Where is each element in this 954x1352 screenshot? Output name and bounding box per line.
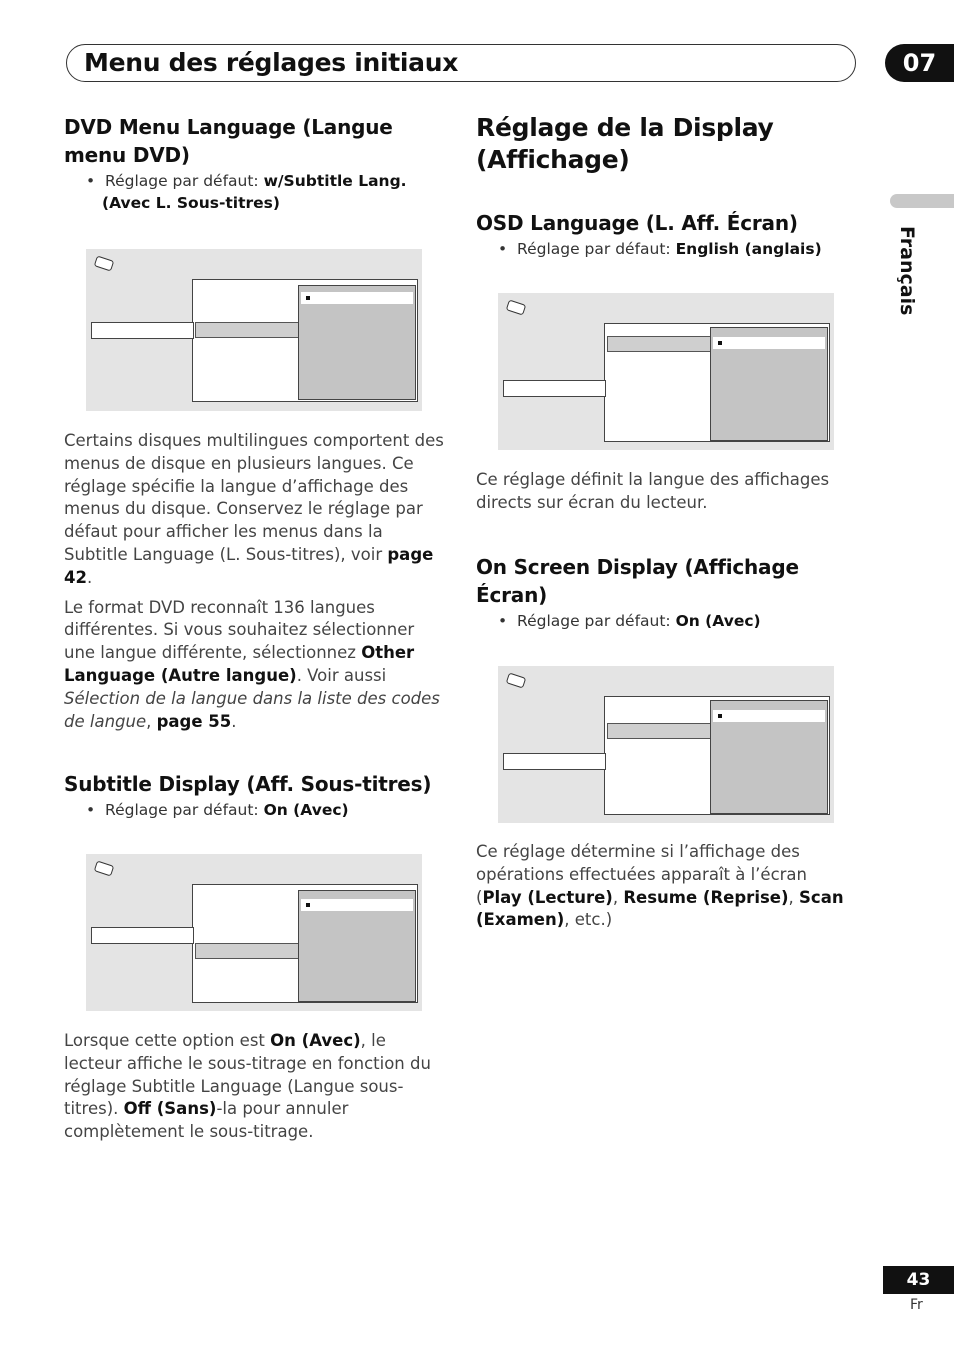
disc-icon bbox=[506, 299, 527, 315]
menu-screen-illustration bbox=[498, 666, 834, 823]
paragraph: Le format DVD reconnaît 136 langues différentes. Si vous souhaitez sélectionner une langue différente, sélectionnez Other Language (Autre langue). Voir aussi Sélection de la langue dans la liste des codes de langue, page 55. bbox=[64, 597, 440, 731]
option-marker bbox=[306, 903, 310, 907]
body-text bbox=[64, 430, 446, 733]
default-setting: • Réglage par défaut: On (Avec) bbox=[86, 801, 349, 819]
menu-tab bbox=[91, 322, 194, 339]
paragraph: Lorsque cette option est On (Avec), le lecteur affiche le sous-titrage en fonction du réglage Subtitle Language (Langue sous-titres). Off (Sans)-la pour annuler complètement le sous-titrage. bbox=[64, 1031, 431, 1142]
section-display-settings bbox=[476, 112, 836, 176]
section-osd-language bbox=[476, 209, 846, 260]
option-marker bbox=[718, 714, 722, 718]
paragraph: Ce réglage détermine si l’affichage des opérations effectuées apparaît à l’écran (Play (Lecture), Resume (Reprise), Scan (Examen), etc.) bbox=[476, 842, 844, 930]
default-value: On (Avec) bbox=[675, 612, 761, 630]
default-value: On (Avec) bbox=[263, 801, 349, 819]
submenu bbox=[710, 327, 828, 441]
section-heading: Subtitle Display (Aff. Sous-titres) bbox=[64, 772, 432, 796]
submenu bbox=[298, 285, 416, 400]
default-setting: • Réglage par défaut: On (Avec) bbox=[498, 612, 761, 630]
menu-tab bbox=[503, 380, 606, 397]
default-setting: • Réglage par défaut: w/Subtitle Lang. (Avec L. Sous-titres) bbox=[86, 172, 407, 212]
page-number: 43 bbox=[883, 1266, 954, 1294]
section-subtitle-display bbox=[64, 770, 444, 821]
option-marker bbox=[718, 341, 722, 345]
section-heading: On Screen Display (Affichage Écran) bbox=[476, 555, 799, 607]
section-heading: DVD Menu Language (Langue menu DVD) bbox=[64, 115, 393, 167]
default-value: w/Subtitle Lang. (Avec L. Sous-titres) bbox=[102, 172, 407, 212]
submenu-option bbox=[301, 292, 413, 304]
disc-icon bbox=[94, 860, 115, 876]
menu-item-selected bbox=[195, 322, 301, 338]
body-text bbox=[476, 841, 846, 932]
default-setting: • Réglage par défaut: English (anglais) bbox=[498, 240, 822, 258]
submenu bbox=[298, 890, 416, 1002]
chapter-badge: 07 bbox=[885, 44, 954, 82]
menu-screen-illustration bbox=[498, 293, 834, 450]
page-title: Menu des réglages initiaux bbox=[84, 48, 459, 77]
menu-tab bbox=[503, 753, 606, 770]
language-tab-marker bbox=[890, 194, 954, 208]
page-language-code: Fr bbox=[910, 1297, 923, 1313]
body-text bbox=[476, 469, 846, 515]
disc-icon bbox=[94, 255, 115, 271]
menu-tab bbox=[91, 927, 194, 944]
menu-screen-illustration bbox=[86, 249, 422, 411]
menu-screen-illustration bbox=[86, 854, 422, 1011]
default-value: English (anglais) bbox=[675, 240, 822, 258]
language-tab-label: Français bbox=[896, 226, 918, 316]
paragraph: Ce réglage définit la langue des affichages directs sur écran du lecteur. bbox=[476, 470, 830, 512]
section-heading: OSD Language (L. Aff. Écran) bbox=[476, 211, 798, 235]
submenu-option bbox=[301, 899, 413, 911]
option-marker bbox=[306, 296, 310, 300]
menu-item-selected bbox=[607, 723, 713, 739]
menu-item-selected bbox=[195, 943, 301, 959]
submenu-option bbox=[713, 337, 825, 349]
paragraph: Certains disques multilingues comportent des menus de disque en plusieurs langues. Ce réglage spécifie la langue d’affichage des menus du disque. Conservez le réglage par défaut pour afficher les menus dans la Subtitle Language (L. Sous-titres), voir page 42. bbox=[64, 431, 444, 587]
menu-item-selected bbox=[607, 336, 713, 352]
submenu-option bbox=[713, 710, 825, 722]
main-heading: Réglage de la Display (Affichage) bbox=[476, 113, 774, 174]
section-dvd-menu-language bbox=[64, 113, 444, 214]
section-on-screen-display bbox=[476, 553, 846, 632]
submenu bbox=[710, 700, 828, 814]
disc-icon bbox=[506, 672, 527, 688]
body-text bbox=[64, 1030, 446, 1144]
